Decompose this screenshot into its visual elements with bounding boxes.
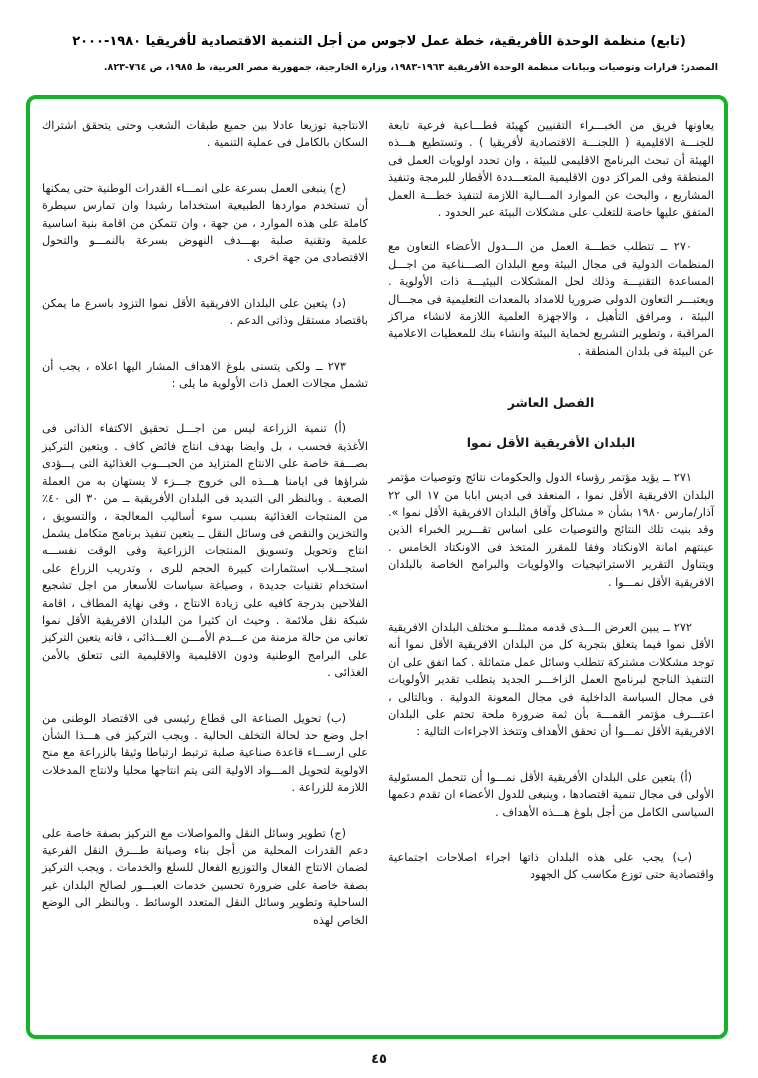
paragraph-272-b: (ب) يجب على هذه البلدان ذاتها اجراء اصلاحات اجتماعية واقتصادية حتى توزع مكاسب كل الجهود (388, 851, 714, 882)
paragraph-272-d: (د) يتعين على البلدان الافريقية الأقل نموا التزود باسرع ما يمكن باقتصاد مستقل وذاتى الدعم . (42, 296, 368, 328)
paragraph-271: ٢٧١ ــ يؤيد مؤتمر رؤساء الدول والحكومات نتائج وتوصيات مؤتمر البلدان الافريقية الأقل نموا ، المنعقد فى اديس ابابا من ١٧ الى ٢٢ آذار/مارس ١٩٨٠ بشأن « مشاكل وآفاق البلدان الافريقية الأقل نموا ». وقد بنيت تلك النتائج والتوصيات على اساس تقـــرير الخبراء الذين عينتهم امانة الاونكتاد وفقا للمقرر المتخذ فى الاونكتاد الخامس . ويتناول التقرير الاستراتيجيات والاولويات والبرامج الخاصة بالبلدان الافريقية الأقل نمـــوا . (388, 471, 714, 589)
paragraph-273-c: (ج) تطوير وسائل النقل والمواصلات مع التركيز بصفة خاصة على دعم القدرات المحلية من أجل بناء وصيانة طـــرق النقل الفرعية لضمان الانتاج الفعال والتوزيع الفعال للسلع والخدمات . ويجب التركيز بصفة خاصة على ضرورة تحسين خدمات العبـــور لصالح البلدان غير الساحلية وتطوير وسائل النقل المتعدد الوسائط . وبالنظر الى الوضع الخاص لهذه (42, 826, 368, 927)
paragraph-right-1: يعاونها فريق من الخبـــراء التقنيين كهيئة قطـــاعية فرعية تابعة للجنـــة الاقليمية ( اللجنـــة الاقتصادية لأفريقيا ) . وتستطيع هـــذه الهيئة أن تبحث البرنامج الاقليمى للبيئة ، وان تحدد اولويات العمل فى المنطقة وفى المراكز دون الاقليمية المتعـــددة الأقطار للبرمجة وتنفيذ المشاريع ، والبحث عن الموارد المـــالية اللازمة لتنفيذ خطـــة العمل المتفق عليها خاصة للتغلب على مشكلات البيئة عبر الحدود . (388, 119, 714, 220)
page-number: ٤٥ (371, 1052, 387, 1067)
left-column (42, 117, 368, 946)
paragraph-272: ٢٧٢ ــ يبين العرض الـــذى قدمه ممثلـــو مختلف البلدان الافريقية الأقل نموا فيما يتعلق بتجربة كل من البلدان الافريقية الأقل نموا أنه توجد مشكلات مشتركة تتطلب وسائل عمل متماثلة . كما اتفق على ان التنفيذ الناجح لبرنامج العمل الزاخـــر الجديد يتطلب تقدير الأولويات فى مجال السياسة الداخلية فى مجال المعونة الدولية . وبالتالى ، اعتـــرف مؤتمر القمـــة بأن ثمة ضرورة ملحة تحتم على البلدان الافريقية الأقل نمـــوا أن تحقق الأهداف وتتخذ الاجراءات التالية : (388, 620, 714, 739)
paragraph-273: ٢٧٣ ــ ولكى يتسنى بلوغ الاهداف المشار اليها اعلاه ، يجب أن تشمل مجالات العمل ذات الأولوية ما يلى : (42, 359, 368, 391)
green-content-frame (26, 95, 728, 1039)
right-column (388, 117, 714, 901)
paragraph-272-c: (ج) ينبغى العمل بسرعة على انمـــاء القدرات الوطنية حتى يمكنها أن تستخدم مواردها الطبيعية استخداما رشيدا وان تمارس سيطرة كاملة على هذه الموارد ، من جهة ، وان تتمكن من اقامة بنية اساسية علمية وتقنية صلبة بهـــدف النهوض بسرعة بالنمـــو والتحول الاقتصادى من جهة اخرى . (42, 181, 368, 265)
section-heading: البلدان الأفريقية الأقل نموا (466, 434, 636, 450)
chapter-heading: الفصل العاشر (507, 395, 595, 411)
paragraph-left-1: الانتاجية توزيعا عادلا بين جميع طبقات الشعب وحتى يتحقق اشتراك السكان بالكامل فى عملية التنمية . (42, 119, 368, 150)
document-source-citation: المصدر: قرارات وتوصيات وبيانات منظمة الوحدة الأفريقية ١٩٦٣-١٩٨٣، وزارة الخارجية، جمهورية مصر العربية، ط ١٩٨٥، ص ٧٦٤-٨٢٣. (103, 62, 718, 73)
paragraph-272-a: (أ) يتعين على البلدان الأفريقية الأقل نمـــوا أن تتحمل المسئولية الأولى فى مجال تنمية اقتصادها ، وينبغى للدول الأعضاء ان تقدم دعمها السياسى الكامل من أجل بلوغ هـــذه الأهداف . (388, 770, 714, 819)
paragraph-273-a: (أ) تنمية الزراعة ليس من اجـــل تحقيق الاكتفاء الذاتى فى الأغذية فحسب ، بل وايضا بهدف انتاج فائض كاف . ويتعين التركيز بصـــفة خاصة على الانتاج المتزايد من الحبـــوب الغذائية التى يـــؤدى شراؤها فى ايامنا هـــذه الى خروج جـــزء لا يستهان به من العملة الصعبة . وبالنظر الى التبديد فى البلدان الأفريقية ــ من ٣٠ الى ٤٠٪ من المنتجات الغذائية بسبب سوء أساليب المعالجة ، والتسويق ، والتخزين والنقص فى وسائل النقل ــ يتعين تنفيذ برنامج متكامل يشمل انتاج وتحويل وتسويق المنتجات الزراعية وفى الوقت نفســـه استجـــلاب استثمارات كبيرة الحجم للرى ، وتدريب الزراع على استخدام تقنيات جديدة ، وصياغة سياسات للأسعار من اجل تشجيع الفلاحين بدرجة كافيه على زيادة الانتاج ، وفى نهاية المطاف ، اقامة شبكة نقل ملائمة . وحيث ان كثيرا من البلدان الافريقية الأقل نموا تعانى من حالة مزمنة من عـــدم الأمـــن الغـــذائى ، فانه يتعين التركيز على البرامج الوطنية ودون الاقليمية والاقليمية التى تتعلق بالأمن الغذائى . (42, 422, 368, 680)
paragraph-270: ٢٧٠ ــ تتطلب خطـــة العمل من الـــدول الأعضاء التعاون مع المنظمات الدولية فى مجال البيئة ومع البلدان الصـــناعية من اجـــل المساعدة التقنيـــة وذلك لحل المشكلات البيئيـــة ذات الأولوية . ويعتبـــر التعاون الدولى ضروريا للامداد بالمعدات التعليمية فى مجـــال البيئة ، ومرافق التأهيل ، والاجهزة العلمية اللازمة لانشاء مراكز المراقبة ، وتطوير التشريع لحماية البيئة وانشاء بنك للمعطيات الاعلامية عن البيئة فى بلدان المنطقة . (388, 240, 714, 358)
paragraph-273-b: (ب) تحويل الصناعة الى قطاع رئيسى فى الاقتصاد الوطنى من اجل وضع حد لحالة التخلف الحالية . ويجب التركيز فى هـــذا الشأن على ارســـاء قاعدة صناعية صلبة ترتبط ارتباطا وثيقا بالزراعة مع منح الاولوية لتحويل المـــواد الاولية التى يتم انتاجها محليا ولانتاج المدخلات اللازمة للزراعة . (42, 711, 368, 795)
document-header-title: (تابع) منظمة الوحدة الأفريقية، خطة عمل لاجوس من أجل التنمية الاقتصادية لأفريقيا ١٩٨٠-٢٠٠٠ (72, 34, 686, 49)
